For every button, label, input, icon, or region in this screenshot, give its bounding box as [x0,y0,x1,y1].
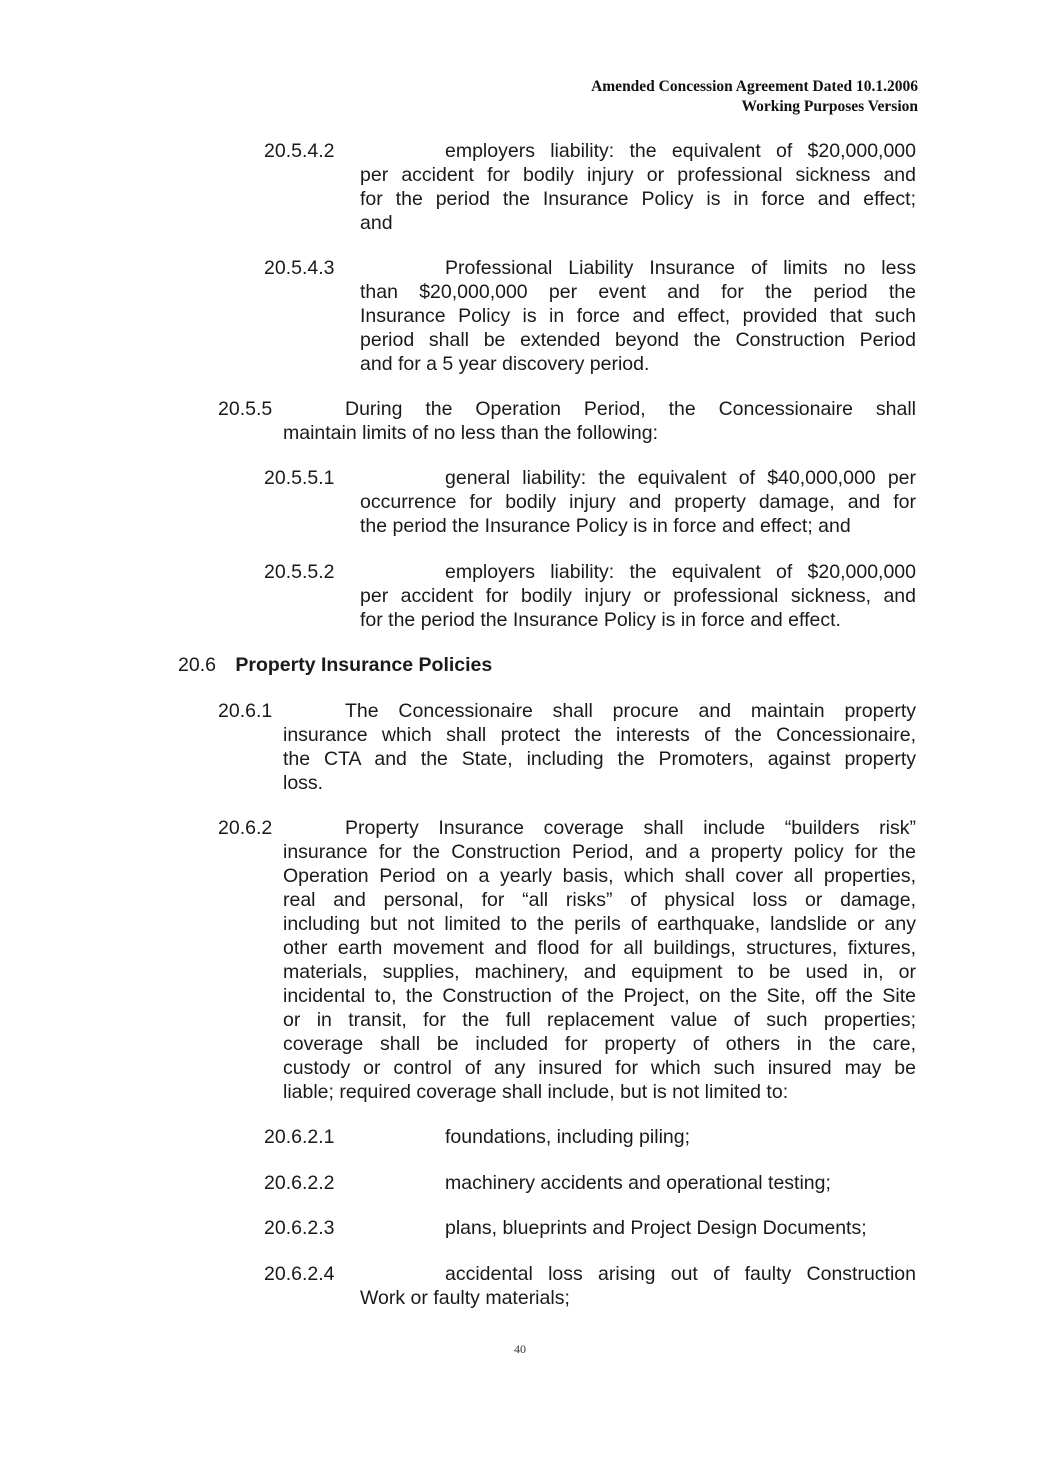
clause-line: materials, supplies, machinery, and equipment to be used in, or [283,961,916,983]
clause-line: the CTA and the State, including the Promoters, against property [283,748,916,770]
clause-number: 20.5.5 [218,398,273,420]
clause-line: and for a 5 year discovery period. [360,353,650,375]
section-heading-20-6 [178,653,492,677]
section-title: Property Insurance Policies [235,654,493,676]
clause-line: for the period the Insurance Policy is in force and effect; [360,188,916,210]
clause-line: Insurance Policy is in force and effect, provided that such [360,305,916,327]
header-version: Working Purposes Version [741,98,918,115]
section-number: 20.6 [178,654,216,676]
clause-line: than $20,000,000 per event and for the period the [360,281,916,303]
clause-number: 20.6.2.2 [264,1172,335,1194]
clause-first-line: accidental loss arising out of faulty Construction [445,1263,916,1285]
clause-line: liable; required coverage shall include, but is not limited to: [283,1081,789,1103]
clause-line: for the period the Insurance Policy is in force and effect. [360,609,841,631]
clause-first-line: Property Insurance coverage shall include “builders risk” [345,817,916,839]
clause-first-line: During the Operation Period, the Concessionaire shall [345,398,916,420]
clause-line: custody or control of any insured for which such insured may be [283,1057,916,1079]
clause-first-line: general liability: the equivalent of $40,000,000 per [445,467,916,489]
clause-line: per accident for bodily injury or professional sickness and [360,164,916,186]
clause-first-line: employers liability: the equivalent of $20,000,000 [445,561,916,583]
clause-number: 20.6.2.4 [264,1263,335,1285]
clause-number: 20.5.5.2 [264,561,335,583]
clause-line: including but not limited to the perils of earthquake, landslide or any [283,913,916,935]
clause-line: incidental to, the Construction of the Project, on the Site, off the Site [283,985,916,1007]
clause-line: and [360,212,393,234]
clause-line: occurrence for bodily injury and property damage, and for [360,491,916,513]
clause-line: other earth movement and flood for all buildings, structures, fixtures, [283,937,916,959]
document-header [591,77,918,117]
clause-line: period shall be extended beyond the Construction Period [360,329,916,351]
clause-text: foundations, including piling; [445,1126,691,1148]
clause-line: or in transit, for the full replacement value of such properties; [283,1009,916,1031]
clause-number: 20.6.1 [218,700,273,722]
header-title: Amended Concession Agreement Dated 10.1.2006 [591,78,918,95]
clause-line: coverage shall be included for property of others in the care, [283,1033,916,1055]
clause-line: the period the Insurance Policy is in force and effect; and [360,515,851,537]
clause-number: 20.6.2 [218,817,273,839]
clause-line: loss. [283,772,324,794]
clause-number: 20.6.2.1 [264,1126,335,1148]
clause-text: machinery accidents and operational testing; [445,1172,831,1194]
clause-number: 20.5.4.3 [264,257,335,279]
clause-first-line: Professional Liability Insurance of limits no less [445,257,916,279]
clause-first-line: employers liability: the equivalent of $20,000,000 [445,140,916,162]
clause-first-line: The Concessionaire shall procure and maintain property [345,700,916,722]
clause-number: 20.6.2.3 [264,1217,335,1239]
clause-line: real and personal, for “all risks” of physical loss or damage, [283,889,916,911]
clause-text: plans, blueprints and Project Design Documents; [445,1217,867,1239]
clause-line: per accident for bodily injury or professional sickness, and [360,585,916,607]
clause-line: insurance for the Construction Period, and a property policy for the [283,841,916,863]
clause-number: 20.5.4.2 [264,140,335,162]
page-number: 40 [514,1342,526,1356]
clause-number: 20.5.5.1 [264,467,335,489]
clause-line: insurance which shall protect the interests of the Concessionaire, [283,724,916,746]
clause-line: Work or faulty materials; [360,1287,570,1309]
clause-line: Operation Period on a yearly basis, which shall cover all properties, [283,865,916,887]
clause-line: maintain limits of no less than the following: [283,422,659,444]
